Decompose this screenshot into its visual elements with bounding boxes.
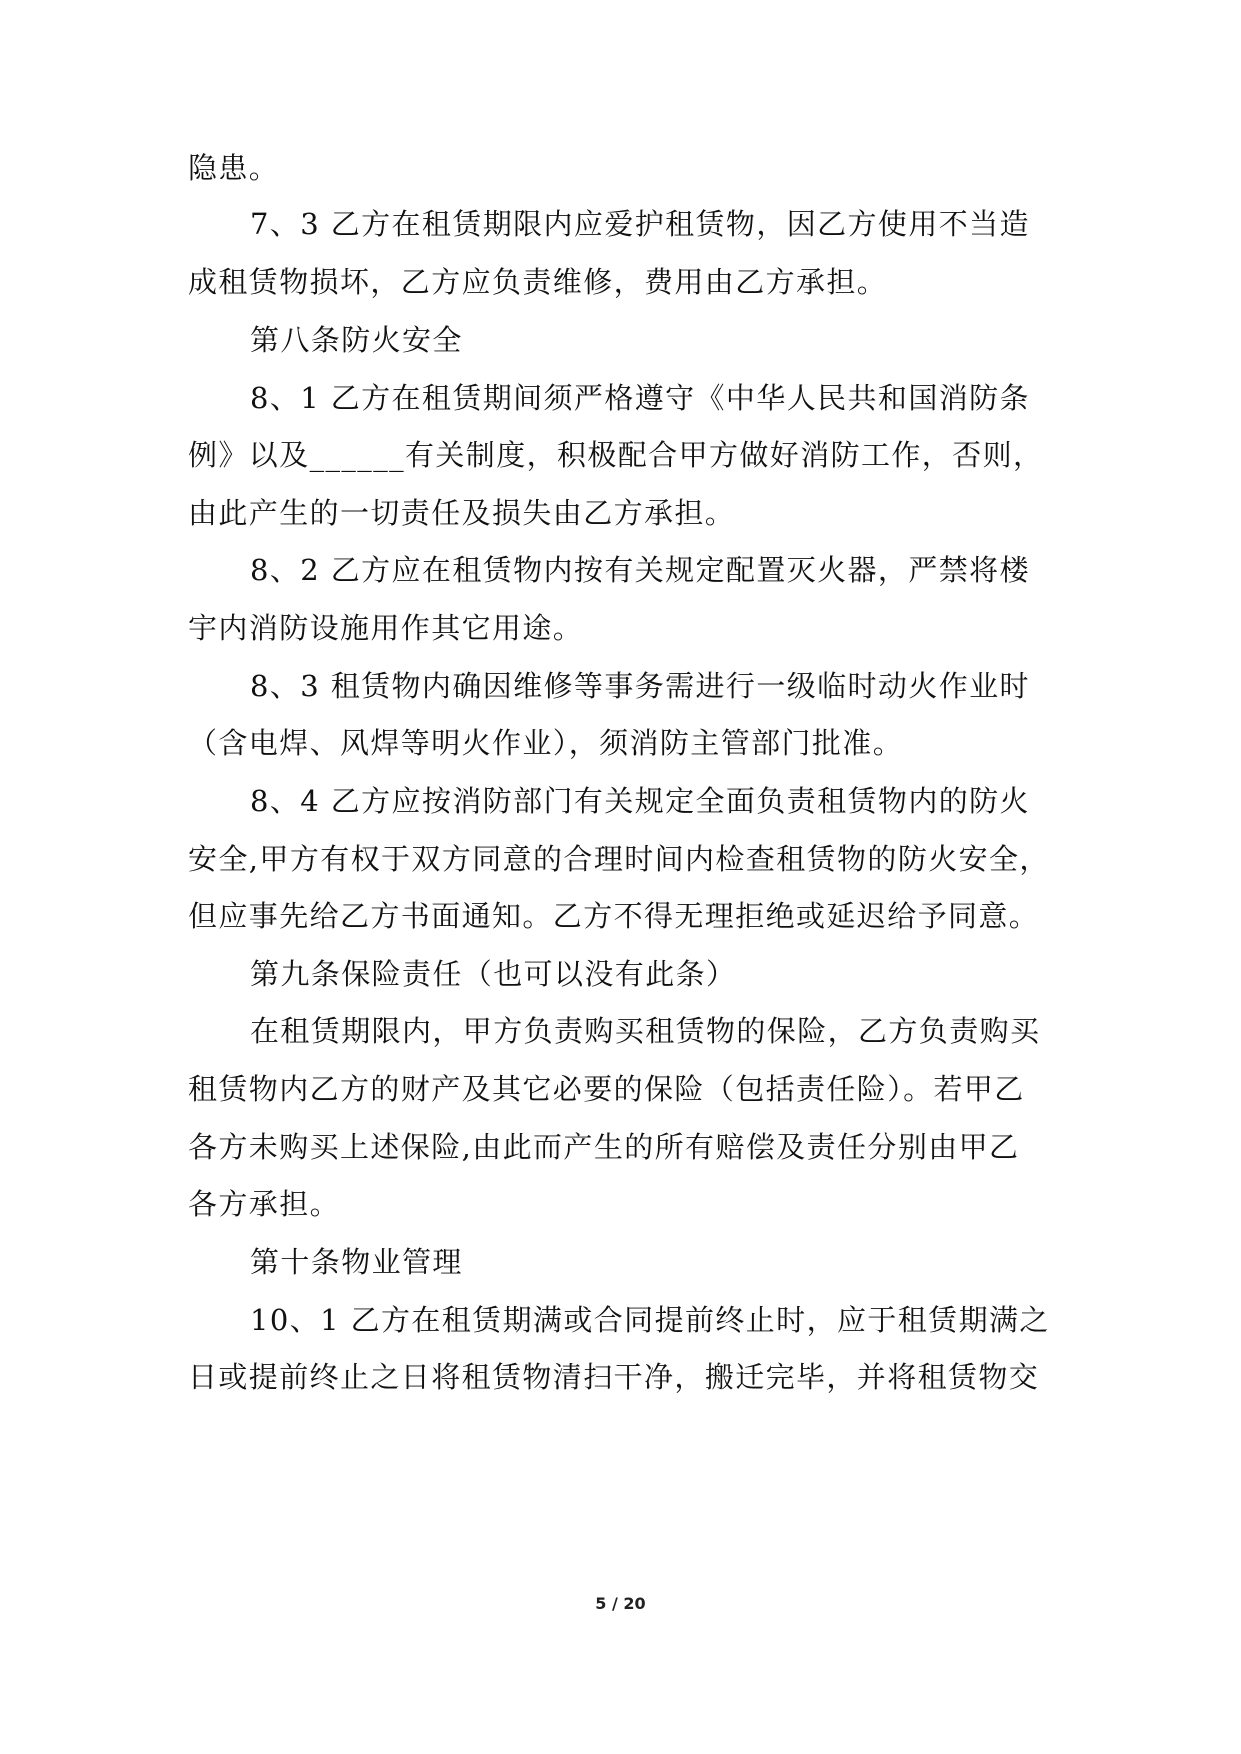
section-heading: 第十条物业管理: [250, 1245, 463, 1279]
text-line: 成租赁物损坏，乙方应负责维修，费用由乙方承担。: [188, 265, 888, 299]
text-line: 例》以及______有关制度，积极配合甲方做好消防工作，否则，: [188, 438, 1044, 472]
text-line: 日或提前终止之日将租赁物清扫干净，搬迁完毕，并将租赁物交: [188, 1360, 1040, 1394]
text-line: 租赁物内乙方的财产及其它必要的保险（包括责任险）。若甲乙: [188, 1072, 1025, 1106]
text-line: 隐患。: [188, 151, 280, 185]
text-line: 8、4 乙方应按消防部门有关规定全面负责租赁物内的防火: [250, 784, 1030, 818]
section-heading: 第八条防火安全: [250, 323, 463, 357]
text-line: 在租赁期限内，甲方负责购买租赁物的保险，乙方负责购买: [250, 1014, 1041, 1048]
text-line: 安全,甲方有权于双方同意的合理时间内检查租赁物的防火安全，: [188, 842, 1050, 876]
text-line: 8、2 乙方应在租赁物内按有关规定配置灭火器，严禁将楼: [250, 553, 1030, 587]
text-line: 10、1 乙方在租赁期满或合同提前终止时，应于租赁期满之: [250, 1303, 1050, 1337]
section-heading: 第九条保险责任（也可以没有此条）: [250, 957, 737, 991]
text-line: 宇内消防设施用作其它用途。: [188, 611, 584, 645]
text-line: 由此产生的一切责任及损失由乙方承担。: [188, 496, 736, 530]
text-line: 8、3 租赁物内确因维修等事务需进行一级临时动火作业时: [250, 669, 1030, 703]
text-line: 各方承担。: [188, 1187, 341, 1221]
text-line: （含电焊、风焊等明火作业），须消防主管部门批准。: [188, 726, 904, 760]
page-number: 5 / 20: [595, 1594, 646, 1613]
text-line: 但应事先给乙方书面通知。乙方不得无理拒绝或延迟给予同意。: [188, 899, 1040, 933]
text-line: 各方未购买上述保险,由此而产生的所有赔偿及责任分别由甲乙: [188, 1130, 1020, 1164]
text-line: 7、3 乙方在租赁期限内应爱护租赁物，因乙方使用不当造: [250, 207, 1030, 241]
text-line: 8、1 乙方在租赁期间须严格遵守《中华人民共和国消防条: [250, 381, 1030, 415]
